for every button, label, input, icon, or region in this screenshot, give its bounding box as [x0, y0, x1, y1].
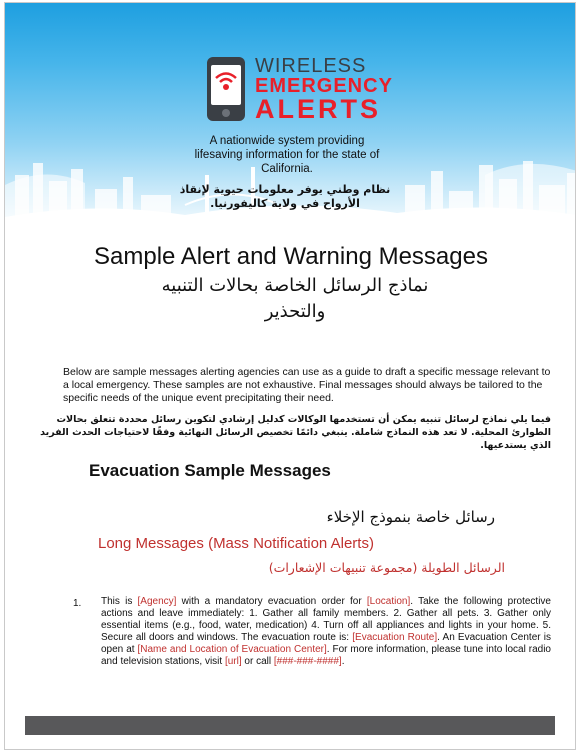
message-text: . An Evacuation Center is open at: [101, 632, 551, 655]
message-text: with a mandatory evacuation order for: [176, 596, 367, 607]
logo-text-wireless: WIRELESS: [255, 55, 367, 77]
placeholder-evacuation-route: [Evacuation Route]: [352, 632, 438, 643]
message-text: This is: [101, 596, 138, 607]
placeholder-agency: [Agency]: [137, 596, 177, 607]
tagline-arabic: نظام وطني يوفر معلومات حيوية لإنقاذ الأرواح في ولاية كاليفورنيا.: [179, 183, 391, 210]
logo-text-emergency: EMERGENCY: [255, 75, 393, 97]
section-heading-arabic: رسائل خاصة بنموذج الإخلاء: [326, 508, 495, 526]
message-text: . For more information, please tune into local radio and television stations, visit: [101, 644, 551, 667]
placeholder-evacuation-center: [Name and Location of Evacuation Center]: [137, 644, 327, 655]
subsection-heading-arabic: الرسائل الطويلة (مجموعة تنبيهات الإشعارات): [268, 560, 505, 575]
page-title: Sample Alert and Warning Messages: [94, 243, 488, 270]
message-text: or call: [241, 656, 274, 667]
placeholder-location: [Location]: [366, 596, 411, 607]
placeholder-phone: [###-###-####]: [273, 656, 342, 667]
placeholder-url: [url]: [224, 656, 242, 667]
page-title-arabic: نماذج الرسائل الخاصة بحالات التنبيه والتحذير: [161, 275, 429, 322]
phone-icon: [207, 57, 245, 121]
list-item-number: 1.: [73, 598, 82, 609]
intro-paragraph: Below are sample messages alerting agencies can use as a guide to draft a specific message relevant to a local emergency. These samples are not exhaustive. Final messages should always be tailored to the specific needs of the unique event precipitating their need.: [63, 366, 551, 404]
header-banner: [5, 3, 576, 235]
section-heading: Evacuation Sample Messages: [89, 461, 331, 480]
list-item-message: [101, 596, 551, 668]
document-page: [4, 2, 576, 750]
message-text: .: [341, 656, 345, 667]
tagline-english: A nationwide system providing lifesaving information for the state of California.: [194, 135, 380, 175]
message-text: . Take the following protective actions and leave immediately: 1. Gather all family members. 2. Gather all pets. 3. Gather only essential items (e.g., food, water, medication) 4. Turn off all appliances and lights in your home. 5. Secure all doors and windows. The evacuation route is:: [101, 596, 551, 643]
logo-text-alerts: ALERTS: [255, 94, 381, 124]
subsection-heading: Long Messages (Mass Notification Alerts): [98, 535, 374, 552]
wea-logo: [207, 57, 407, 127]
footer-bar: [25, 716, 555, 735]
intro-paragraph-arabic: فيما يلي نماذج لرسائل تنبيه يمكن أن تستخدمها الوكالات كدليل إرشادي لتكوين رسائل محددة تتعلق بحالات الطوارئ المحلية. لا تعد هذه النماذج شاملة. ينبغي دائمًا تخصيص الرسائل النهائية وفقًا لاحتياجات الحدث الفريد الذي يستدعيها.: [40, 414, 551, 451]
